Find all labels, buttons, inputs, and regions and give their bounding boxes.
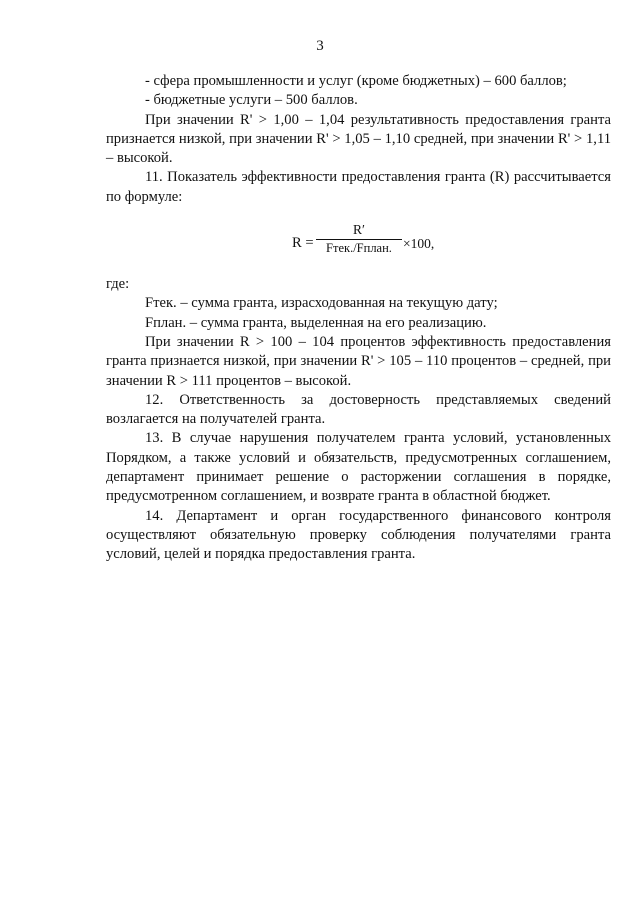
efficiency-formula (106, 221, 611, 267)
paragraph: 12. Ответственность за достоверность представляемых сведений возлагается на получателей гранта. (106, 391, 611, 428)
formula-lhs: R = (292, 235, 314, 252)
paragraph: 13. В случае нарушения получателем гранта условий, установленных Порядком, а также условий и обязательств, предусмотренных соглашением, департамент принимает решение о расторжении соглашения в порядке, предусмотренном соглашением, и возврате гранта в областной бюджет. (106, 430, 611, 505)
paragraph: При значении R' > 1,00 – 1,04 результативность предоставления гранта признается низкой, при значении R' > 1,05 – 1,10 средней, при значении R' > 1,11 – высокой. (106, 111, 611, 167)
paragraphs-top (106, 72, 611, 207)
paragraph: - сфера промышленности и услуг (кроме бюджетных) – 600 баллов; (145, 73, 567, 89)
paragraph: 14. Департамент и орган государственного финансового контроля осуществляют обязательную проверку соблюдения получателями гранта условий, целей и порядка предоставления гранта. (106, 507, 611, 563)
formula-fraction (316, 221, 402, 257)
page-number: 3 (316, 38, 324, 54)
paragraph: - бюджетные услуги – 500 баллов. (145, 92, 358, 109)
paragraph: При значении R > 100 – 104 процентов эффективность предоставления гранта признается низкой, при значении R' > 105 – 110 процентов – средней, при значении R > 111 процентов – высокой. (106, 333, 611, 389)
document-body (106, 72, 611, 565)
formula-denominator: Fтек./Fплан. (326, 241, 392, 256)
paragraph: Fтек. – сумма гранта, израсходованная на текущую дату; (145, 295, 498, 312)
paragraphs-bottom (106, 275, 611, 564)
paragraph: Fплан. – сумма гранта, выделенная на его реализацию. (145, 314, 487, 331)
paragraph: где: (106, 276, 130, 293)
paragraph: 11. Показатель эффективности предоставления гранта (R) рассчитывается по формуле: (106, 169, 611, 205)
formula-numerator: R′ (316, 221, 402, 240)
formula-rhs: ×100, (403, 236, 435, 252)
